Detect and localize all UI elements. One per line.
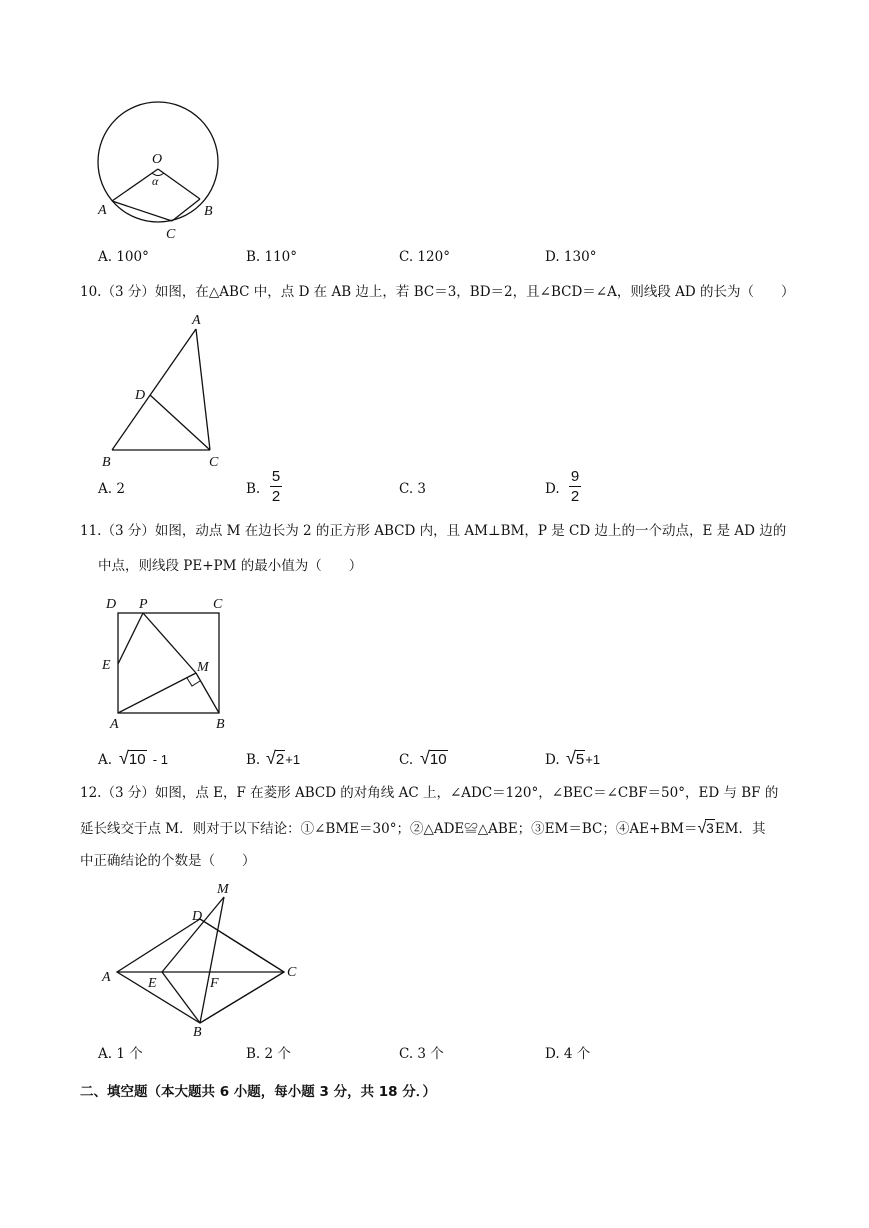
q12-label-B: B xyxy=(193,1025,202,1040)
radical-sign-icon: √ xyxy=(697,820,707,837)
q11-option-b-suffix: +1 xyxy=(285,752,301,767)
q11-label-C: C xyxy=(213,597,223,612)
q10-option-d-prefix: D. xyxy=(545,481,560,497)
q11-label-B: B xyxy=(216,717,225,732)
q12-stem-line2-radicand: 3 xyxy=(706,821,714,836)
q10-stem: 10.（3 分）如图，在△ABC 中，点 D 在 AB 边上，若 BC＝3，BD＝2，且∠BCD＝∠A，则线段 AD 的长为（ ） xyxy=(80,284,795,300)
q10-label-C: C xyxy=(209,455,219,470)
q11-option-d-radicand: 5 xyxy=(575,751,585,768)
q11-label-A: A xyxy=(110,717,119,732)
q9-label-A: A xyxy=(98,203,107,218)
q11-option-a-prefix: A. xyxy=(98,752,113,768)
q11-option-b-prefix: B. xyxy=(246,752,261,768)
q9-label-B: B xyxy=(204,204,213,219)
q12-stem-line3: 中正确结论的个数是（ ） xyxy=(80,853,256,869)
q11-option-d-prefix: D. xyxy=(545,752,560,768)
q12-label-E: E xyxy=(148,976,157,991)
q12-label-M: M xyxy=(217,882,229,897)
q10-label-A: A xyxy=(192,313,201,328)
q12-option-c: C. 3 个 xyxy=(399,1046,444,1062)
q11-option-b-radicand: 2 xyxy=(275,751,285,768)
q12-option-a: A. 1 个 xyxy=(98,1046,143,1062)
q11-option-c-prefix: C. xyxy=(399,752,414,768)
radical-sign-icon: √ xyxy=(119,748,129,768)
q11-option-a-radicand: 10 xyxy=(128,751,146,768)
q10-label-B: B xyxy=(102,455,111,470)
radical-sign-icon: √ xyxy=(420,748,430,768)
q9-option-b: B. 110° xyxy=(246,249,298,265)
q12-label-C: C xyxy=(287,965,297,980)
q9-label-alpha: α xyxy=(152,174,159,188)
q12-option-b: B. 2 个 xyxy=(246,1046,291,1062)
q10-label-D: D xyxy=(135,388,146,403)
q12-label-A: A xyxy=(102,970,111,985)
q11-label-D: D xyxy=(106,597,117,612)
q10-option-b-numerator: 5 xyxy=(271,468,281,485)
q10-option-b-denominator: 2 xyxy=(271,488,281,505)
q10-option-b-prefix: B. xyxy=(246,481,261,497)
q11-label-M: M xyxy=(197,660,209,675)
q11-stem-line1: 11.（3 分）如图，动点 M 在边长为 2 的正方形 ABCD 内，且 AM⊥BM，P 是 CD 边上的一个动点，E 是 AD 边的 xyxy=(80,523,787,539)
q12-stem-line2-pre: 延长线交于点 M．则对于以下结论：①∠BME＝30°；②△ADE≌△ABE；③EM＝BC；④AE+BM＝ xyxy=(80,821,698,837)
q9-option-d: D. 130° xyxy=(545,249,597,265)
q9-option-c: C. 120° xyxy=(399,249,450,265)
q12-stem-line1: 12.（3 分）如图，点 E，F 在菱形 ABCD 的对角线 AC 上，∠ADC＝120°，∠BEC＝∠CBF＝50°，ED 与 BF 的 xyxy=(80,785,779,801)
radical-sign-icon: √ xyxy=(266,748,276,768)
q12-label-D: D xyxy=(192,909,203,924)
q9-label-O: O xyxy=(152,152,163,167)
q10-option-c: C. 3 xyxy=(399,481,427,497)
section-heading-fill-in: 二、填空题（本大题共 6 小题，每小题 3 分，共 18 分．） xyxy=(80,1084,437,1100)
q10-option-d-numerator: 9 xyxy=(570,468,580,485)
q11-label-E: E xyxy=(102,658,111,673)
q10-option-a: A. 2 xyxy=(98,481,125,497)
q12-stem-line2-post: EM．其 xyxy=(714,821,766,837)
q11-option-c-radicand: 10 xyxy=(429,751,447,768)
q11-option-d-suffix: +1 xyxy=(585,752,601,767)
q11-option-a-suffix: - 1 xyxy=(152,752,168,767)
q11-stem-line2: 中点，则线段 PE+PM 的最小值为（ ） xyxy=(98,558,363,574)
q12-option-d: D. 4 个 xyxy=(545,1046,591,1062)
q9-option-a: A. 100° xyxy=(98,249,149,265)
q12-label-F: F xyxy=(210,976,219,991)
q9-label-C: C xyxy=(166,227,176,242)
q10-option-d-denominator: 2 xyxy=(570,488,580,505)
radical-sign-icon: √ xyxy=(566,748,576,768)
q11-label-P: P xyxy=(139,597,148,612)
